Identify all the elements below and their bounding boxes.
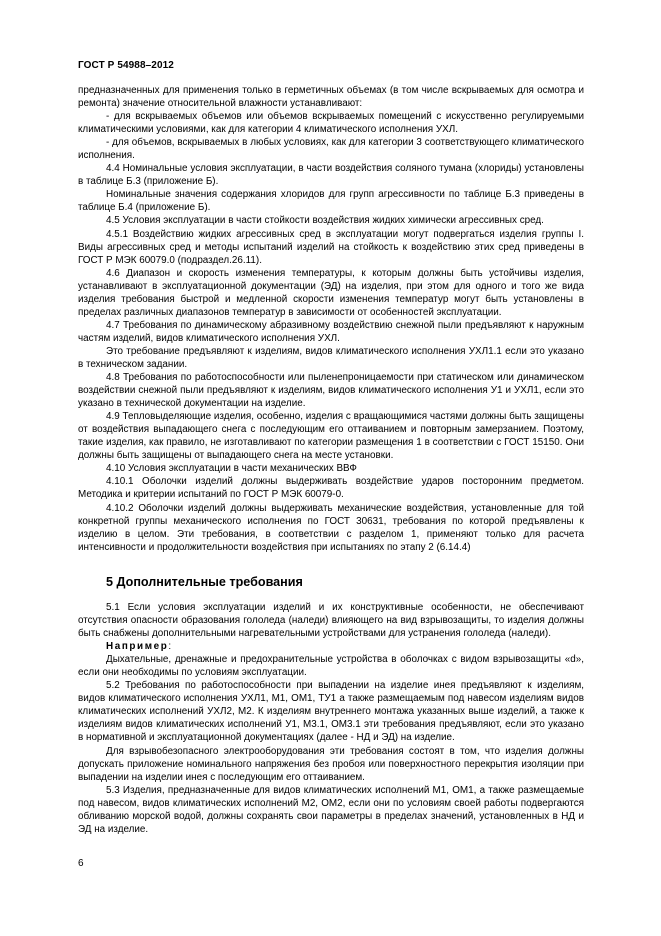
paragraph: 4.6 Диапазон и скорость изменения температуры, к которым должны быть устойчивы изделия, устанавливают в эксплуатационной документации (ЭД) на изделия, при этом для одного и того же вида изделия требования быстрой и медленной скорости изменения температур могут быть установлены в пределах различных диапазонов температур в зависимости от особенностей эксплуатации. (78, 267, 584, 318)
paragraph-5-2: 5.2 Требования по работоспособности при выпадении на изделие инея предъявляют к изделиям, видов климатического исполнения УХЛ1, М1, ОМ1, ТУ1 а также размещаемым под навесом изделиям видов климатических исполнений УХЛ2, М2. К изделиям внутреннего монтажа указанных выше изделий, а также к изделиям видов климатических исполнений У1, М3.1, ОМ3.1 эти требования предъявляют, если это указано в нормативной и эксплуатационной документациях (далее - НД и ЭД) на изделие. (78, 680, 584, 744)
example-label: Например (106, 641, 169, 653)
paragraph: - для вскрываемых объемов или объемов вскрываемых помещений с искусственно регулируемыми климатическими условиями, как для категории 4 климатического исполнения УХЛ. (78, 111, 584, 136)
paragraph: Это требование предъявляют к изделиям, видов климатического исполнения УХЛ1.1 если это указано в техническом задании. (78, 345, 584, 370)
example-colon: : (168, 641, 172, 653)
section-4-continuation (78, 84, 584, 554)
paragraph: 4.9 Тепловыделяющие изделия, особенно, изделия с вращающимися частями должны быть защищены от воздействия выпадающего снега с последующим его оттаиванием и повторным замерзанием. Поэтому, такие изделия, как правило, не изготавливают по категории размещения 1 в соответствии с ГОСТ 15150. Они должны быть защищены от выпадающего снега на месте установки. (78, 411, 584, 462)
paragraph: 4.5 Условия эксплуатации в части стойкости воздействия жидких химически агрессивных сред. (106, 215, 544, 227)
paragraph: 4.7 Требования по динамическому абразивному воздействию снежной пыли предъявляют к наружным частям изделий, видов климатического исполнения УХЛ. (78, 319, 584, 344)
paragraph: 4.4 Номинальные условия эксплуатации, в части воздействия соляного тумана (хлориды) установлены в таблице Б.3 (приложение Б). (78, 163, 584, 188)
paragraph-explosion-proof: Для взрывобезопасного электрооборудования эти требования состоят в том, что изделия должны допускать приложение номинального напряжения без пробоя или поверхностного перекрытия изоляции при выпадении на изделии инея с последующим его оттаиванием. (78, 745, 584, 783)
page-number: 6 (78, 858, 84, 869)
paragraph: - для объемов, вскрываемых в любых условиях, как для категории 3 соответствующего климатического исполнения. (78, 137, 584, 162)
paragraph: Номинальные значения содержания хлоридов для групп агрессивности по таблице Б.3 приведены в таблице Б.4 (приложение Б). (78, 189, 584, 214)
paragraph: 4.10 Условия эксплуатации в части механических ВВФ (106, 463, 357, 475)
paragraph-5-1: 5.1 Если условия эксплуатации изделий и их конструктивные особенности, не обеспечивают отсутствия опасности образования гололеда (наледи) влияющего на вид взрывозащиты, то изделия должны быть снабжены дополнительными нагревательными устройствами для устранения гололеда (наледи). (78, 602, 584, 640)
document-header: ГОСТ Р 54988–2012 (78, 60, 174, 71)
paragraph: 4.10.1 Оболочки изделий должны выдерживать воздействие ударов посторонним предметом. Методика и критерии испытаний по ГОСТ Р МЭК 60079-0. (78, 476, 584, 501)
example-text: Дыхательные, дренажные и предохранительные устройства в оболочках с видом взрывозащиты «d», если они необходимы по условиям эксплуатации. (78, 654, 584, 679)
paragraph: 4.8 Требования по работоспособности или пыленепроницаемости при статическом или динамическом воздействии снежной пыли предъявляют к изделиям, видов климатического исполнения У1 и УХЛ1, если это указано в технической документации на изделие. (78, 372, 584, 410)
paragraph: предназначенных для применения только в герметичных объемах (в том числе вскрываемых для осмотра и ремонта) значение относительной влажности устанавливают: (78, 85, 584, 110)
section-5-body (78, 601, 584, 836)
example-line (78, 640, 584, 653)
section-5-title: 5 Дополнительные требования (106, 575, 303, 589)
paragraph-5-3: 5.3 Изделия, предназначенные для видов климатических исполнений М1, ОМ1, а также размещаемые под навесом, видов климатических исполнений М2, ОМ2, если они по условиям своей работы подвергаются обливанию морской водой, должны сохранять свои параметры в пределах значений, установленных в НД и ЭД на изделие. (78, 784, 584, 835)
paragraph: 4.10.2 Оболочки изделий должны выдерживать механические воздействия, установленные для той конкретной группы механического исполнения по ГОСТ 30631, требования по которой предъявлены к изделию в целом. Эти требования, в соответствии с разделом 1, применяют только для расчета интенсивности и продолжительности воздействия при испытаниях по этапу 2 (6.14.4) (78, 502, 584, 553)
paragraph: 4.5.1 Воздействию жидких агрессивных сред в эксплуатации могут подвергаться изделия группы I. Виды агрессивных сред и методы испытаний изделий на стойкость к воздействию этих сред приведены в ГОСТ Р МЭК 60079.0 (подраздел.26.11). (78, 228, 584, 266)
